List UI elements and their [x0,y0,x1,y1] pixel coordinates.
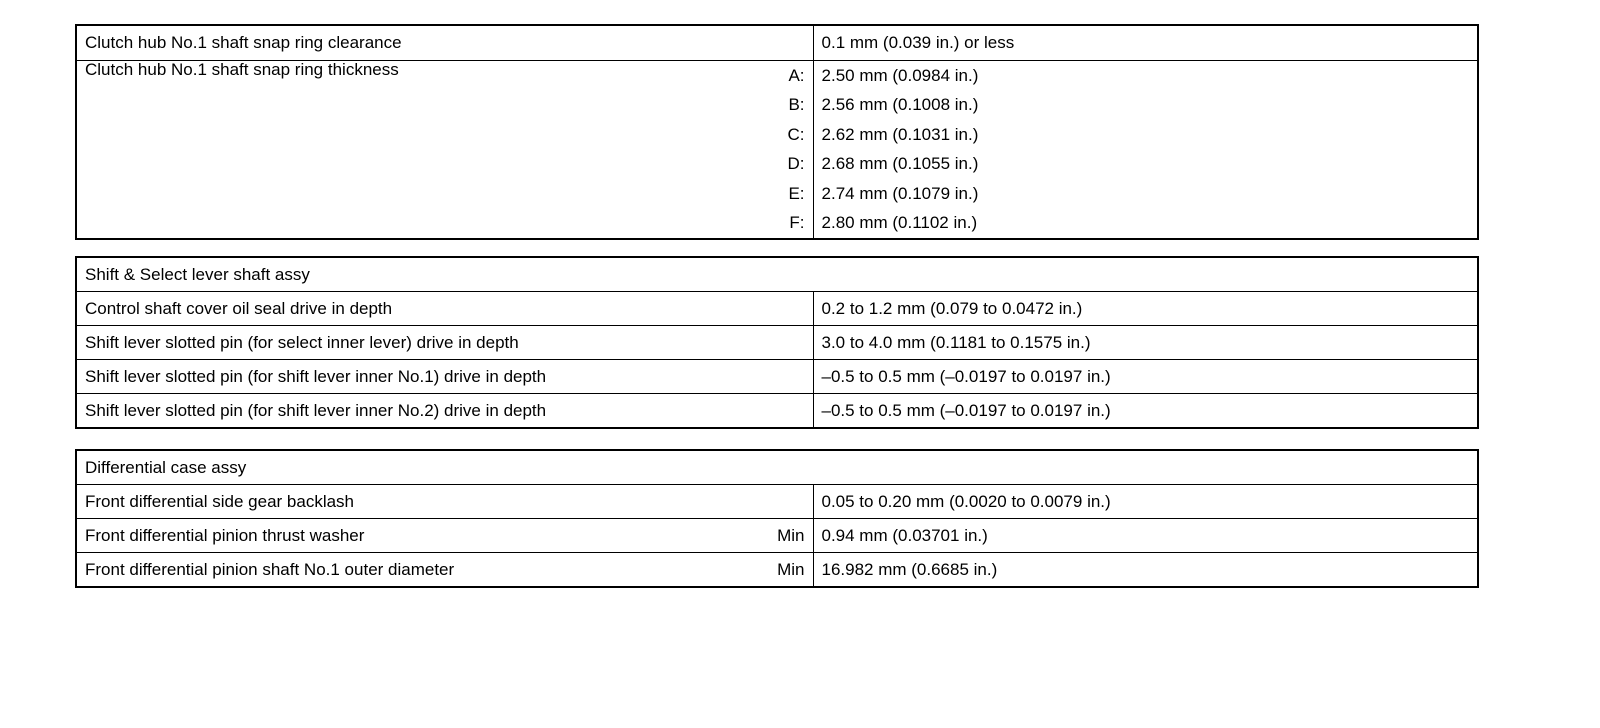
section-heading: Differential case assy [85,457,247,477]
spec-label: Shift lever slotted pin (for select inner lever) drive in depth [76,326,813,360]
spec-label: Front differential pinion thrust washer [76,519,756,553]
spec-label: Front differential pinion shaft No.1 outer diameter [76,553,756,588]
shift-select-lever-spec-table [75,256,1479,429]
spec-label: Control shaft cover oil seal drive in depth [76,292,813,326]
table-row [76,292,1478,326]
spec-value: 2.50 mm (0.0984 in.) [813,61,1478,91]
size-tag: C: [787,124,805,144]
size-tag: E: [788,183,805,203]
clutch-hub-spec-table [75,24,1479,240]
spec-value: 3.0 to 4.0 mm (0.1181 to 0.1575 in.) [813,326,1478,360]
spec-value: 2.68 mm (0.1055 in.) [813,150,1478,180]
table-row [76,360,1478,394]
spec-label: Clutch hub No.1 shaft snap ring thickness [76,61,756,240]
size-tag: F: [789,213,805,233]
table-row [76,326,1478,360]
spec-value: 16.982 mm (0.6685 in.) [813,553,1478,588]
section-heading: Shift & Select lever shaft assy [85,264,310,284]
spec-value: –0.5 to 0.5 mm (–0.0197 to 0.0197 in.) [813,360,1478,394]
table-row [76,519,1478,553]
table-row [76,61,1478,91]
limit-tag: Min [756,519,813,553]
spec-value: 0.2 to 1.2 mm (0.079 to 0.0472 in.) [813,292,1478,326]
table-row [76,25,1478,61]
size-tag: D: [787,154,805,174]
spec-label: Clutch hub No.1 shaft snap ring clearance [85,33,402,52]
spec-value: –0.5 to 0.5 mm (–0.0197 to 0.0197 in.) [813,394,1478,429]
spec-value: 2.74 mm (0.1079 in.) [813,179,1478,209]
table-row [76,553,1478,588]
spec-value: 2.62 mm (0.1031 in.) [813,120,1478,150]
table-row [76,485,1478,519]
limit-tag: Min [756,553,813,588]
size-tag: A: [756,61,813,91]
spec-value: 0.1 mm (0.039 in.) or less [813,25,1478,61]
table-row [76,394,1478,429]
spec-value: 0.94 mm (0.03701 in.) [813,519,1478,553]
spec-label: Shift lever slotted pin (for shift lever inner No.2) drive in depth [76,394,813,429]
table-heading-row [76,257,1478,292]
spec-label: Shift lever slotted pin (for shift lever inner No.1) drive in depth [76,360,813,394]
size-tag: B: [788,95,805,115]
spec-value: 2.80 mm (0.1102 in.) [813,209,1478,240]
table-heading-row [76,450,1478,485]
spec-value: 0.05 to 0.20 mm (0.0020 to 0.0079 in.) [813,485,1478,519]
spec-label: Front differential side gear backlash [76,485,756,519]
limit-tag [756,485,813,519]
spec-value: 2.56 mm (0.1008 in.) [813,91,1478,121]
differential-case-spec-table [75,449,1479,588]
